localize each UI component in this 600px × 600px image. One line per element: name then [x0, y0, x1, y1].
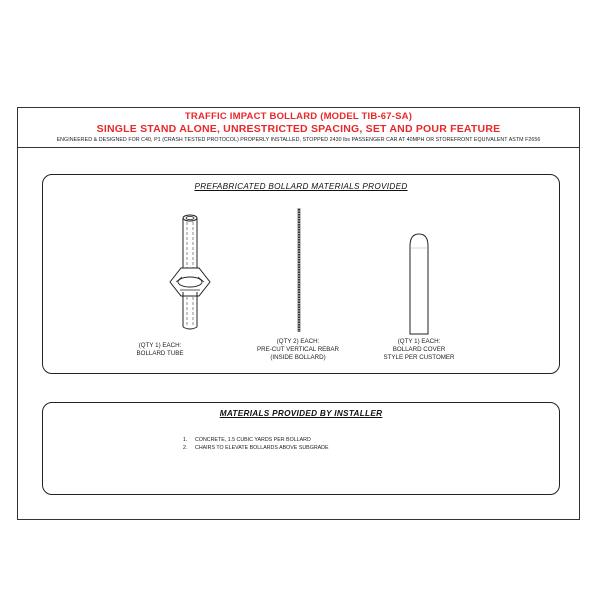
- bollard-tube-label: BOLLARD TUBE: [136, 350, 184, 357]
- installer-materials-title: MATERIALS PROVIDED BY INSTALLER: [219, 409, 383, 418]
- bollard-cover-qty: (QTY 1) EACH:: [397, 338, 441, 345]
- installer-materials-list: [183, 437, 329, 452]
- bollard-cover-note: STYLE PER CUSTOMER: [383, 354, 455, 361]
- bollard-tube-qty: (QTY 1) EACH:: [138, 342, 182, 349]
- rebar-note: (INSIDE BOLLARD): [270, 354, 326, 361]
- title-line-1: TRAFFIC IMPACT BOLLARD (MODEL TIB-67-SA): [184, 111, 413, 122]
- bollard-cover-label: BOLLARD COVER: [392, 346, 446, 353]
- provided-materials-title: PREFABRICATED BOLLARD MATERIALS PROVIDED: [194, 182, 408, 191]
- list-item-text: CONCRETE, 1.5 CUBIC YARDS PER BOLLARD: [195, 437, 311, 443]
- list-item-number: 1.: [183, 437, 188, 443]
- list-item-text: CHAIRS TO ELEVATE BOLLARDS ABOVE SUBGRADE: [195, 444, 329, 451]
- engineering-subtitle: ENGINEERED & DESIGNED FOR C40, P1 (CRASH TESTED PROTOCOL) PROPERLY INSTALLED, STOPPED 2430 lbs PASSENGER CAR AT 40MPH OR STOREFRONT EQUIVALENT ASTM F2656: [56, 137, 541, 143]
- bollard-tube-caption: [110, 342, 210, 358]
- bollard-cover-caption: [369, 338, 469, 362]
- list-item-number: 2.: [183, 444, 188, 451]
- rebar-caption: [248, 338, 348, 362]
- rebar-label: PRE-CUT VERTICAL REBAR: [256, 346, 340, 353]
- rebar-qty: (QTY 2) EACH:: [276, 338, 320, 345]
- list-item: [183, 445, 329, 453]
- list-item: [183, 437, 329, 445]
- title-line-2: SINGLE STAND ALONE, UNRESTRICTED SPACING, SET AND POUR FEATURE: [96, 123, 501, 135]
